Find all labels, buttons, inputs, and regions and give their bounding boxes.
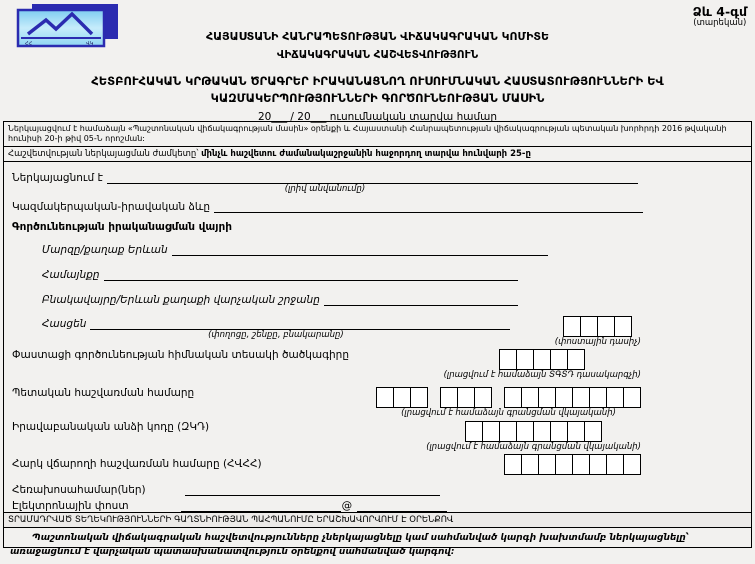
postal-code-boxes[interactable] (563, 316, 632, 337)
code-cell[interactable] (580, 316, 598, 337)
settlement-label: Բնակավայրը/Երևան քաղաքի վարչական շրջանը (42, 294, 320, 307)
code-cell[interactable] (393, 387, 411, 408)
address-label: Հասցեն (42, 318, 87, 331)
code-cell[interactable] (623, 387, 641, 408)
settlement-field[interactable] (324, 292, 518, 306)
liability-warning (4, 527, 751, 564)
code-cell[interactable] (606, 387, 624, 408)
code-cell[interactable] (572, 454, 590, 475)
form-code-block (693, 5, 747, 29)
code-cell[interactable] (457, 387, 475, 408)
code-cell[interactable] (563, 316, 581, 337)
code-cell[interactable] (521, 454, 539, 475)
community-label: Համայնքը (42, 269, 100, 282)
code-cell[interactable] (550, 421, 568, 442)
svg-text:ՀՀ: ՀՀ (25, 41, 33, 47)
form-title-line1: ՀԵՏԲՈՒՀԱԿԱՆ ԿՐԹԱԿԱՆ ԾՐԱԳՐԵՐ ԻՐԱԿԱՆԱՑՆՈՂ ՈՒՍՈՒՄՆԱԿԱՆ ՀԱՍՏԱՏՈՒԹՅՈՒՆՆԵՐԻ ԵՎ (91, 74, 664, 88)
phone-label: Հեռախոսահամար(ներ) (12, 483, 146, 496)
code-cell[interactable] (440, 387, 458, 408)
code-cell[interactable] (589, 387, 607, 408)
tin-boxes[interactable] (504, 454, 641, 475)
code-cell[interactable] (533, 349, 551, 370)
state-registration-hint: (լրացվում է համաձայն գրանցման վկայականի) (401, 407, 616, 418)
liability-warning-text: Պաշտոնական վիճակագրական հաշվետվությունները չներկայացնելը կամ սահմանված կարգի խախտմամբ ներկայացնելը՝ առաջացնում է վարչական պատասխանատվություն օրենքով սահմանված կարգով: (10, 532, 689, 558)
code-cell[interactable] (516, 349, 534, 370)
deadline-note (4, 147, 751, 162)
form-body (3, 121, 752, 558)
email-at-sign: @ (341, 499, 353, 512)
code-cell[interactable] (597, 316, 615, 337)
code-cell[interactable] (499, 349, 517, 370)
code-cell[interactable] (555, 454, 573, 475)
email-local-field[interactable] (181, 498, 341, 512)
legal-entity-code-boxes[interactable] (465, 421, 602, 442)
committee-title: ՀԱՅԱՍՏԱՆԻ ՀԱՆՐԱՊԵՏՈՒԹՅԱՆ ՎԻՃԱԿԱԳՐԱԿԱՆ ԿՈՄԻՏԵ (205, 30, 550, 43)
academic-year-line: 20___ / 20___ ուսումնական տարվա համար (257, 110, 498, 123)
code-cell[interactable] (533, 421, 551, 442)
legal-form-label: Կազմակերպական-իրավական ձևը (12, 201, 211, 214)
code-cell[interactable] (623, 454, 641, 475)
code-cell[interactable] (516, 421, 534, 442)
code-cell[interactable] (606, 454, 624, 475)
deadline-bold: մինչև հաշվետու ժամանակաշրջանին հաջորդող տարվա հունվարի 25-ը (201, 149, 531, 159)
location-section-heading: Գործունեության իրականացման վայրի (12, 221, 232, 234)
state-registration-group-2[interactable] (440, 387, 492, 408)
postal-code-hint: (փոստային դասիչ) (554, 337, 641, 348)
activity-code-label: Փաստացի գործունեության հիմնական տեսակի ծածկագիրը (12, 349, 349, 362)
activity-code-hint: (լրացվում է համաձայն ՏԳՏԴ դասակարգչի) (443, 370, 641, 381)
code-cell[interactable] (504, 387, 522, 408)
code-cell[interactable] (521, 387, 539, 408)
phone-field[interactable] (185, 482, 440, 496)
confidentiality-note: ՏՐԱՄԱԴՐՎԱԾ ՏԵՂԵԿՈՒԹՅՈՒՆՆԵՐԻ ԳԱՂՏՆԻՈՒԹՅԱՆ ՊԱՀՊԱՆՈՒՄԸ ԵՐԱՇԽԱՎՈՐՎՈՒՄ Է ՕՐԵՆՔՈՎ (4, 512, 751, 527)
state-registration-label: Պետական հաշվառման համարը (12, 386, 195, 399)
form-title-line2: ԿԱԶՄԱԿԵՐՊՈՒԹՅՈՒՆՆԵՐԻ ԳՈՐԾՈՒՆԵՈՒԹՅԱՆ ՄԱՍԻՆ (210, 91, 545, 106)
code-cell[interactable] (589, 454, 607, 475)
email-domain-field[interactable] (357, 498, 447, 512)
code-cell[interactable] (376, 387, 394, 408)
form-periodicity: (տարեկան) (693, 18, 747, 29)
code-cell[interactable] (555, 387, 573, 408)
legal-entity-code-label: Իրավաբանական անձի կոդը (ԶԿԴ) (12, 420, 210, 433)
legal-form-field[interactable] (214, 199, 643, 213)
code-cell[interactable] (410, 387, 428, 408)
legal-basis-note: Ներկայացվում է համաձայն «Պաշտոնական վիճակագրության մասին» օրենքի և Հայաստանի Հանրապետության վիճակագրության պետական խորհրդի 2016 թվականի հունիսի 20-ի թիվ 05-Ն որոշման: (4, 122, 751, 147)
legal-entity-code-hint: (լրացվում է համաձայն գրանցման վկայականի) (426, 441, 641, 452)
state-registration-boxes[interactable] (376, 387, 641, 408)
presented-by-label: Ներկայացնում է (12, 172, 103, 184)
address-hint: (փողոցը, շենքը, բնակարանը) (208, 330, 344, 341)
code-cell[interactable] (584, 421, 602, 442)
form-code: Ձև 4-գմ (692, 4, 747, 19)
presented-by-hint: (լրիվ անվանումը) (284, 184, 366, 194)
code-cell[interactable] (572, 387, 590, 408)
code-cell[interactable] (567, 349, 585, 370)
report-type-title: ՎԻՃԱԿԱԳՐԱԿԱՆ ՀԱՇՎԵՏՎՈՒԹՅՈՒՆ (276, 49, 479, 61)
code-cell[interactable] (499, 421, 517, 442)
state-registration-group-1[interactable] (376, 387, 428, 408)
state-registration-group-3[interactable] (504, 387, 641, 408)
email-label: Էլեկտրոնային փոստ (12, 499, 129, 512)
activity-code-boxes[interactable] (499, 349, 585, 370)
code-cell[interactable] (614, 316, 632, 337)
code-cell[interactable] (550, 349, 568, 370)
code-cell[interactable] (538, 387, 556, 408)
code-cell[interactable] (474, 387, 492, 408)
code-cell[interactable] (567, 421, 585, 442)
address-field[interactable] (90, 316, 509, 330)
svg-text:ՎԿ: ՎԿ (86, 41, 94, 47)
presented-by-field[interactable] (107, 170, 638, 184)
community-field[interactable] (104, 267, 518, 281)
code-cell[interactable] (465, 421, 483, 442)
region-label: Մարզը/քաղաք Երևան (42, 244, 168, 257)
code-cell[interactable] (538, 454, 556, 475)
code-cell[interactable] (482, 421, 500, 442)
code-cell[interactable] (504, 454, 522, 475)
region-field[interactable] (172, 242, 548, 256)
deadline-prefix: Հաշվետվության ներկայացման ժամկետը՝ (8, 149, 202, 159)
tin-label: Հարկ վճարողի հաշվառման համարը (ՀՎՀՀ) (12, 458, 262, 471)
